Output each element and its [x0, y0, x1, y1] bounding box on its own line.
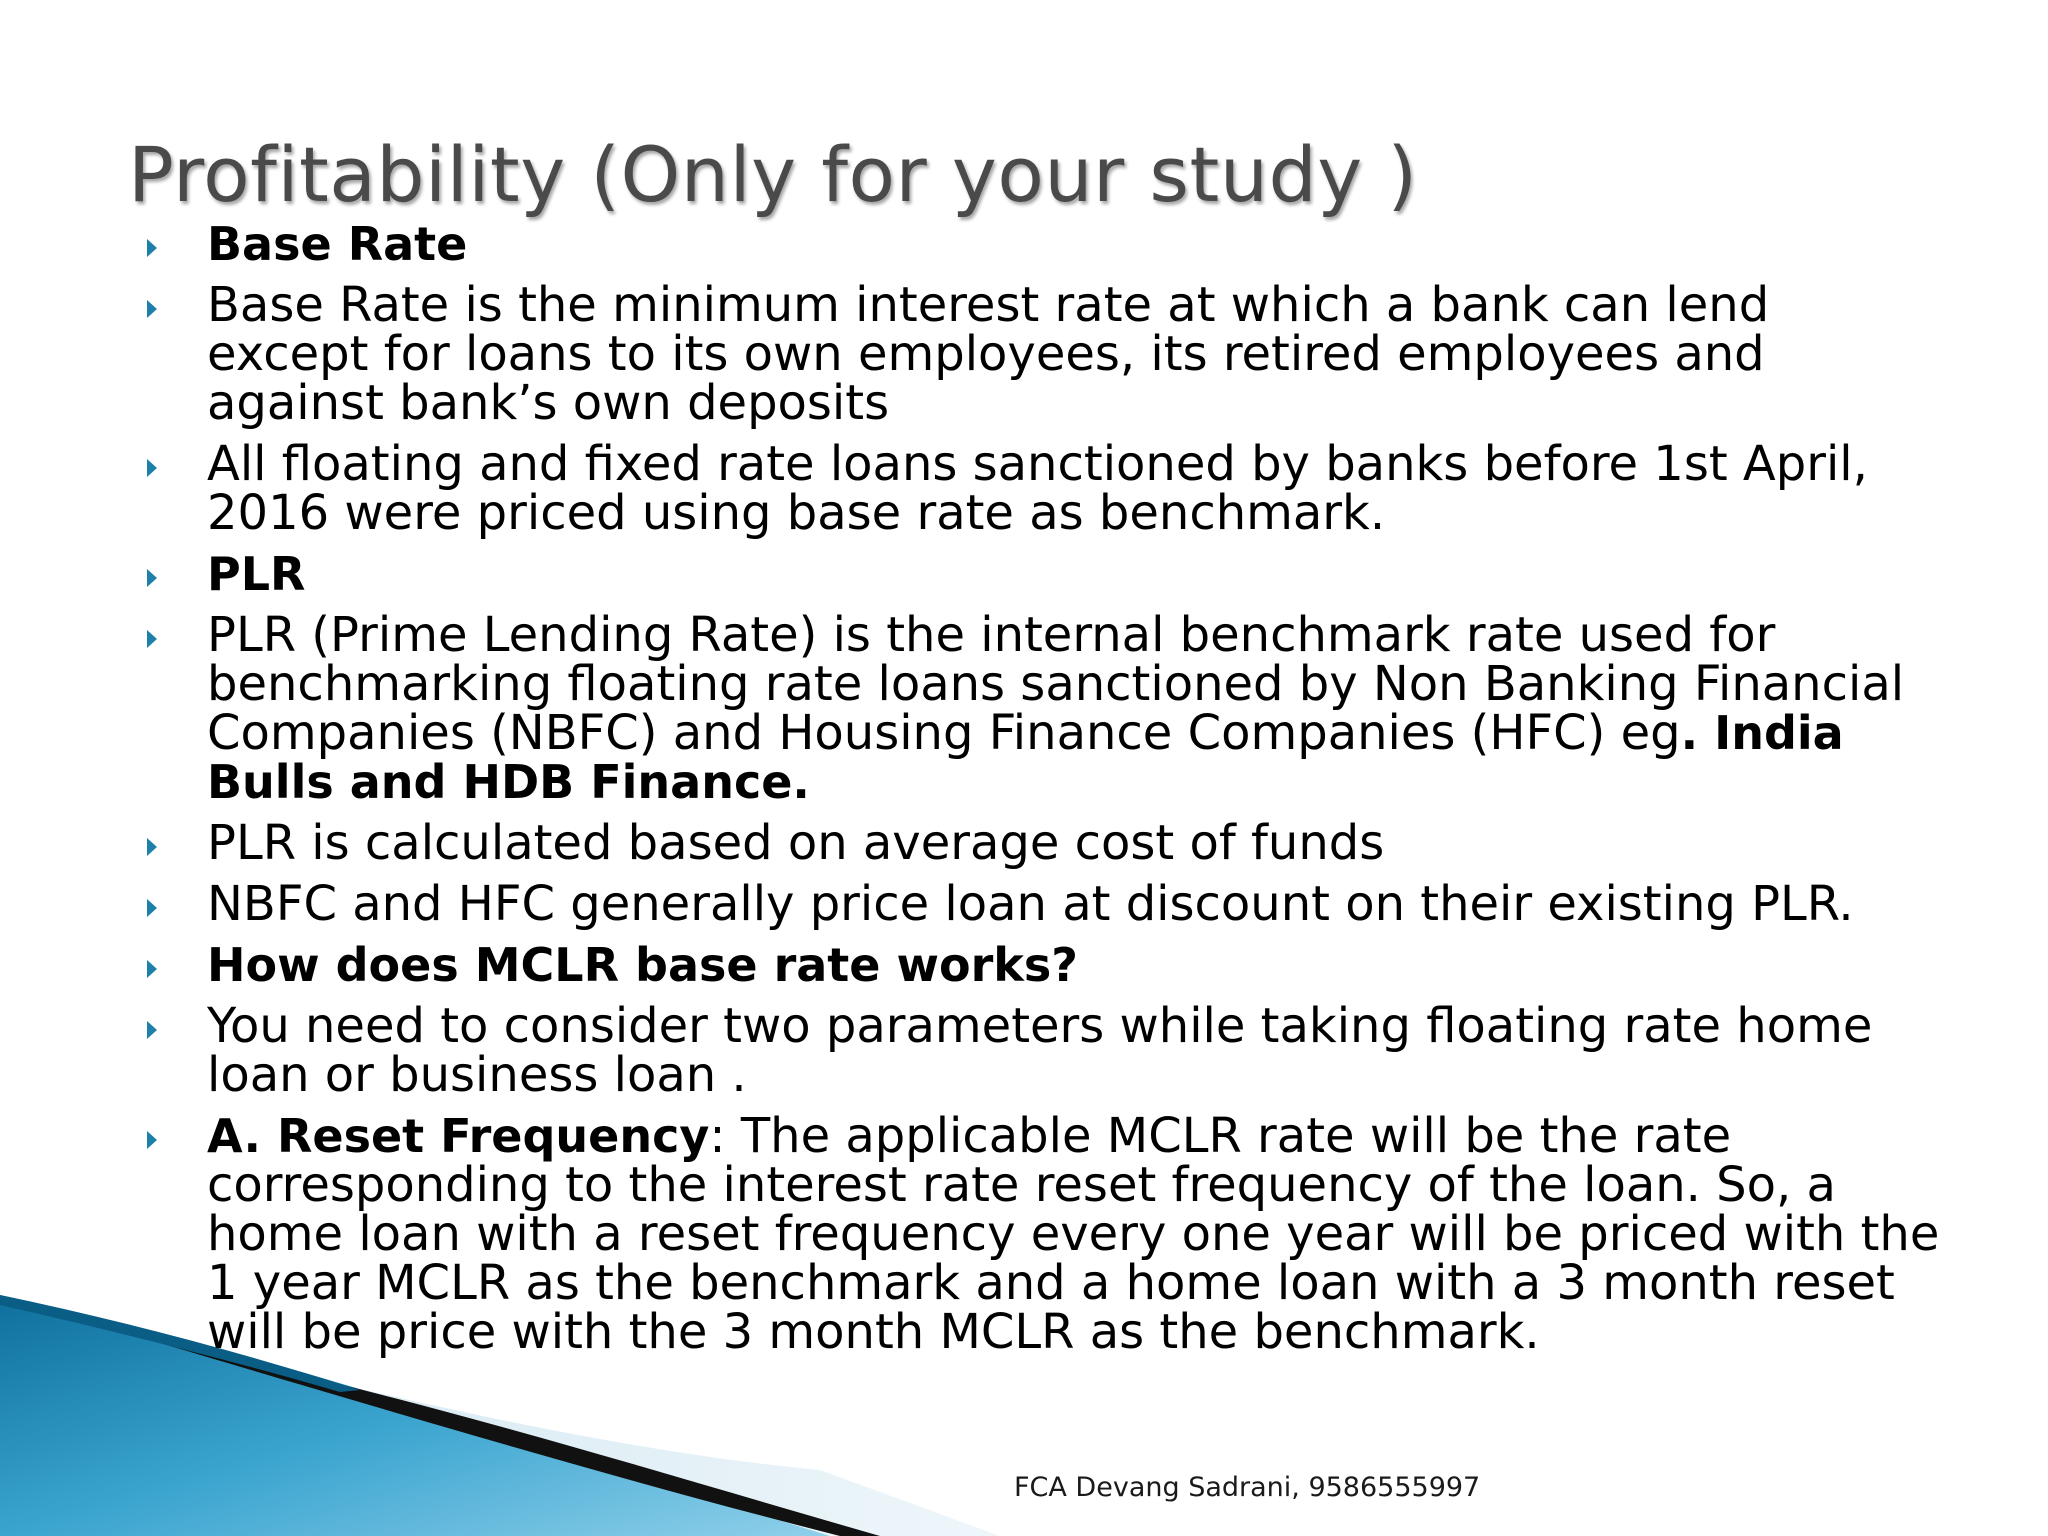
- bullet-item: [145, 547, 1945, 601]
- triangle-bullet-icon: [147, 838, 157, 856]
- triangle-bullet-icon: [147, 239, 157, 257]
- bullet-bold-text: . India Bulls and HDB Finance.: [207, 706, 1844, 809]
- bullet-bold-text: A. Reset Frequency: [207, 1109, 710, 1163]
- bullet-item: [145, 277, 1945, 431]
- bullet-item: [145, 436, 1945, 541]
- bullet-text: NBFC and HFC generally price loan at discount on their existing PLR.: [207, 876, 1854, 932]
- triangle-bullet-icon: [147, 569, 157, 587]
- bullet-heading: PLR: [207, 547, 306, 601]
- bullet-item: [145, 938, 1945, 992]
- bullet-item: [145, 815, 1945, 871]
- triangle-bullet-icon: [147, 630, 157, 648]
- bullet-item: [145, 876, 1945, 932]
- bullet-item: [145, 607, 1945, 809]
- bullet-text: All floating and fixed rate loans sanctioned by banks before 1st April, 2016 were priced using base rate as benchmark.: [207, 436, 1868, 541]
- bullet-list: [145, 217, 1945, 1369]
- slide-footer: FCA Devang Sadrani, 9586555997: [1014, 1472, 1481, 1503]
- bullet-item: [145, 998, 1945, 1103]
- bullet-item: [145, 1108, 1945, 1360]
- triangle-bullet-icon: [147, 459, 157, 477]
- bullet-text: PLR is calculated based on average cost of funds: [207, 815, 1385, 871]
- bullet-heading: How does MCLR base rate works?: [207, 938, 1078, 992]
- triangle-bullet-icon: [147, 1021, 157, 1039]
- slide-title: Profitability (Only for your study ): [128, 130, 1418, 219]
- bullet-heading: Base Rate: [207, 217, 468, 271]
- triangle-bullet-icon: [147, 899, 157, 917]
- bullet-text: PLR (Prime Lending Rate) is the internal benchmark rate used for benchmarking floating rate loans sanctioned by Non Banking Financial Companies (NBFC) and Housing Finance Companies (HFC) eg: [207, 607, 1905, 761]
- triangle-bullet-icon: [147, 300, 157, 318]
- bullet-text: : The applicable MCLR rate will be the rate corresponding to the interest rate reset frequency of the loan. So, a home loan with a reset frequency every one year will be priced with the 1 year MCLR as the benchmark and a home loan with a 3 month reset will be price with the 3 month MCLR as the benchmark.: [207, 1108, 1940, 1360]
- bullet-text: Base Rate is the minimum interest rate at which a bank can lend except for loans to its own employees, its retired employees and against bank’s own deposits: [207, 277, 1770, 431]
- bullet-item: [145, 217, 1945, 271]
- bullet-text: You need to consider two parameters while taking floating rate home loan or business loan .: [207, 998, 1873, 1103]
- triangle-bullet-icon: [147, 960, 157, 978]
- triangle-bullet-icon: [147, 1131, 157, 1149]
